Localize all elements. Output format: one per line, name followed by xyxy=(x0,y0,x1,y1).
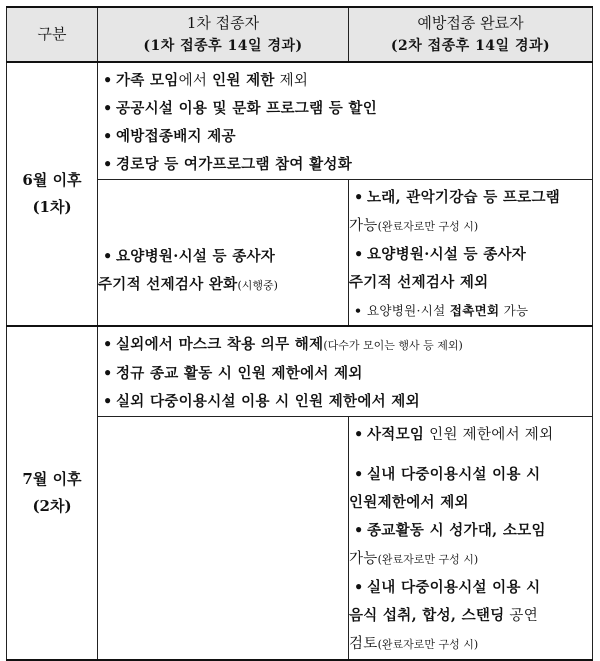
june-completed-cell xyxy=(349,180,593,327)
header-first-dose: 1차 접종자 (1차 접종후 14일 경과) xyxy=(98,7,349,62)
header-row xyxy=(7,7,593,62)
list-item: • 경로당 등 여가프로그램 참여 활성화 xyxy=(98,151,592,179)
list-item: • 실내 다중이용시설 이용 시 인원제한에서 제외 xyxy=(349,461,592,517)
list-item: • 정규 종교 활동 시 인원 제한에서 제외 xyxy=(98,360,592,388)
list-item: • 요양병원·시설 접촉면회 가능 xyxy=(349,297,592,325)
july-common-row xyxy=(7,326,593,417)
header-completed: 예방접종 완료자 (2차 접종후 14일 경과) xyxy=(349,7,593,62)
list-item: • 종교활동 시 성가대, 소모임 가능(완료자로만 구성 시) xyxy=(349,517,592,574)
june-first-dose-cell xyxy=(98,180,349,327)
june-common-cell xyxy=(98,62,593,180)
list-item: • 요양병원·시설 등 종사자 주기적 선제검사 제외 xyxy=(349,241,592,297)
header-category: 구분 xyxy=(7,7,98,62)
july-label: 7월 이후 (2차) xyxy=(7,326,98,660)
july-common-cell xyxy=(98,326,593,417)
vaccination-benefits-table xyxy=(6,6,593,661)
july-completed-cell xyxy=(349,417,593,661)
list-item: • 실외에서 마스크 착용 의무 해제(다수가 모이는 행사 등 제외) xyxy=(98,331,592,360)
list-item: • 예방접종배지 제공 xyxy=(98,123,592,151)
june-completed-list xyxy=(349,184,592,325)
july-completed-list xyxy=(349,421,592,659)
july-common-list xyxy=(98,331,592,416)
list-item: • 가족 모임에서 인원 제한 제외 xyxy=(98,67,592,95)
june-label: 6월 이후 (1차) xyxy=(7,62,98,326)
june-common-row xyxy=(7,62,593,180)
list-item: • 공공시설 이용 및 문화 프로그램 등 할인 xyxy=(98,95,592,123)
june-first-dose-list xyxy=(98,243,348,300)
list-item: • 실외 다중이용시설 이용 시 인원 제한에서 제외 xyxy=(98,388,592,416)
list-item: • 사적모임 인원 제한에서 제외 xyxy=(349,421,592,449)
list-item: • 요양병원·시설 등 종사자 주기적 선제검사 완화(시행중) xyxy=(98,243,348,300)
july-first-dose-cell xyxy=(98,417,349,661)
june-common-list xyxy=(98,67,592,179)
list-item: • 노래, 관악기강습 등 프로그램 가능(완료자로만 구성 시) xyxy=(349,184,592,241)
list-item: • 실내 다중이용시설 이용 시 음식 섭취, 합성, 스탠딩 공연 검토(완료자로만 구성 시) xyxy=(349,574,592,659)
